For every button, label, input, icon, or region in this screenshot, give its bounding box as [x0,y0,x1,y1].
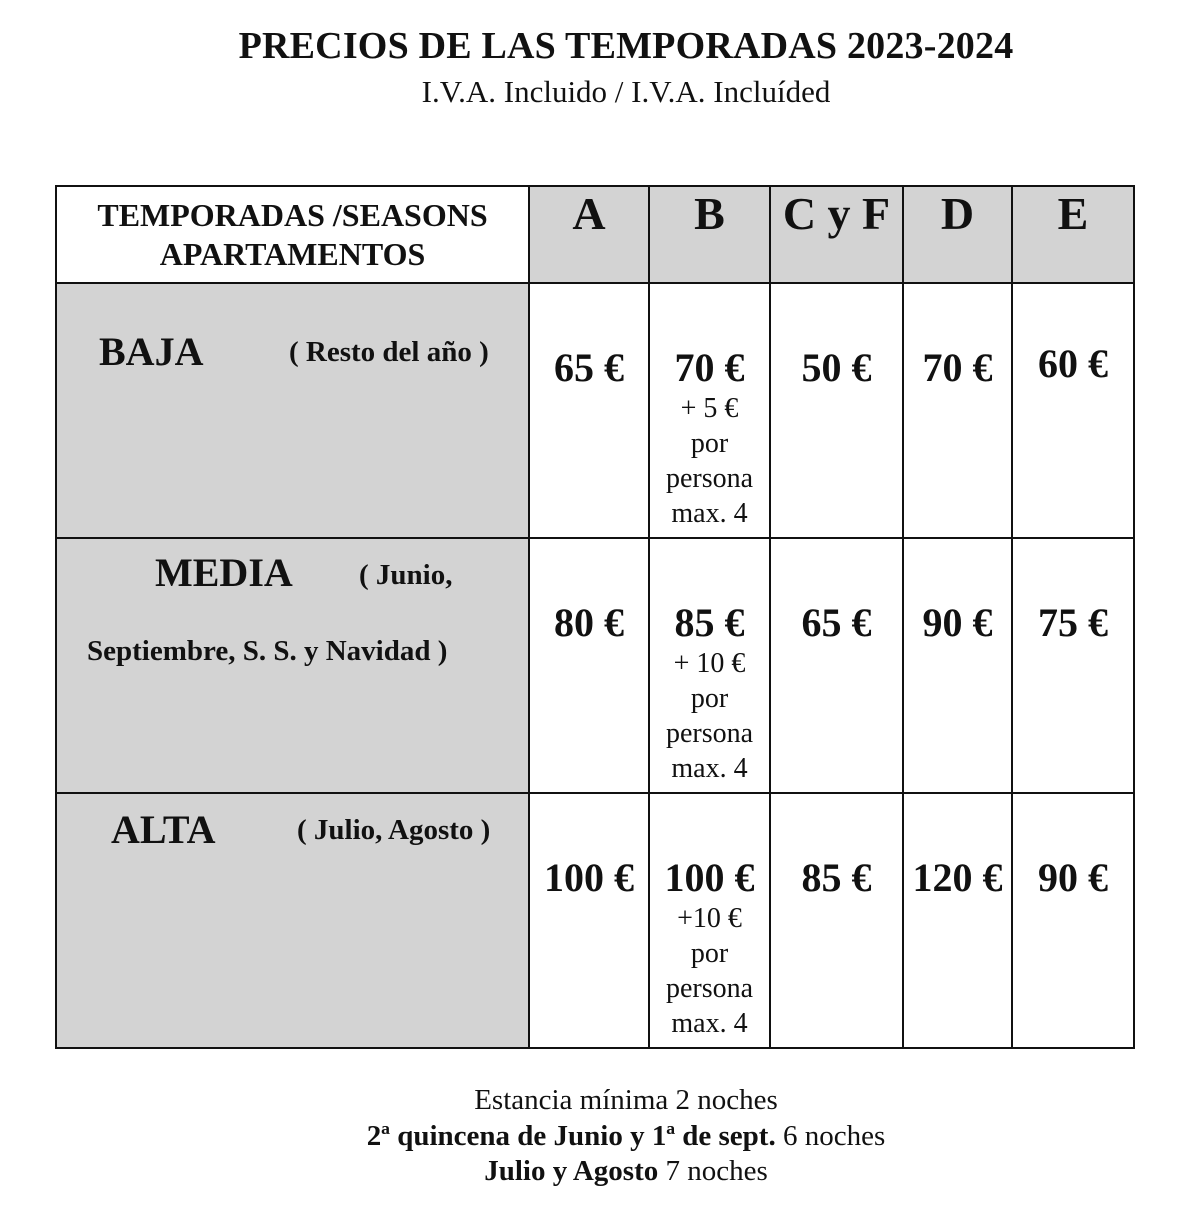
table-header-row [56,186,1134,283]
price-a: 80 € [529,538,649,793]
column-header-a: A [529,186,649,283]
season-name: ALTA [111,807,216,852]
season-cell-media [56,538,529,793]
price-b-extra: + 10 € [673,648,746,679]
price-b-cell [649,793,770,1048]
table-row-media [56,538,1134,793]
price-b-extra: max. 4 [671,1008,748,1039]
footer-line3-bold: Julio y Agosto [484,1155,659,1187]
price-c-y-f: 85 € [770,793,903,1048]
footer-june-september [0,1120,1178,1153]
footer-line3-rest: 7 noches [658,1155,768,1187]
price-b: 100 € [664,855,755,900]
price-e: 90 € [1012,793,1134,1048]
price-d: 90 € [903,538,1012,793]
price-b-extra: persona [665,973,754,1004]
price-e: 75 € [1012,538,1134,793]
column-header-b: B [649,186,770,283]
header-seasons-label: TEMPORADAS /SEASONS [97,196,488,233]
price-b: 85 € [674,600,745,645]
season-range-continued: Septiembre, S. S. y Navidad ) [87,635,448,667]
table-row-alta [56,793,1134,1048]
price-a: 100 € [529,793,649,1048]
header-apartments-label: APARTAMENTOS [159,235,426,272]
price-b-extra: por [690,938,729,969]
page-subtitle: I.V.A. Incluido / I.V.A. Incluíded [421,74,831,109]
column-header-e: E [1012,186,1134,283]
season-name: MEDIA [155,550,293,595]
price-c-y-f: 50 € [770,283,903,538]
footer-minimum-stay [0,1084,1178,1117]
price-b-extra: persona [665,463,754,494]
season-cell-baja [56,283,529,538]
table-row-baja [56,283,1134,538]
season-cell-alta [56,793,529,1048]
price-table [55,185,1135,1049]
price-b-extra: por [690,683,729,714]
price-b-extra: max. 4 [671,753,748,784]
price-b-extra: + 5 € [680,393,739,424]
price-c-y-f: 65 € [770,538,903,793]
price-d: 120 € [903,793,1012,1048]
price-b-extra: +10 € [677,903,742,934]
price-b-cell [649,283,770,538]
price-a: 65 € [529,283,649,538]
price-b-cell [649,538,770,793]
price-b-extra: por [690,428,729,459]
price-d: 70 € [903,283,1012,538]
footer-line2-bold: 2ª quincena de Junio y 1ª de sept. [366,1120,776,1152]
footer-line2-rest: 6 noches [775,1120,886,1152]
column-header-c-y-f: C y F [770,186,903,283]
season-range: ( Junio, [359,559,453,591]
price-b-extra: persona [665,718,754,749]
column-header-d: D [903,186,1012,283]
page-title: PRECIOS DE LAS TEMPORADAS 2023-2024 [238,25,1014,67]
header-seasons-cell [56,186,529,283]
season-range: ( Resto del año ) [289,336,489,368]
footer-july-august [0,1155,1178,1188]
price-e: 60 € [1012,283,1134,538]
season-name: BAJA [99,329,204,374]
season-range: ( Julio, Agosto ) [297,814,491,846]
footer-line1: Estancia mínima 2 noches [474,1084,778,1116]
price-b-extra: max. 4 [671,498,748,529]
price-b: 70 € [674,345,745,390]
